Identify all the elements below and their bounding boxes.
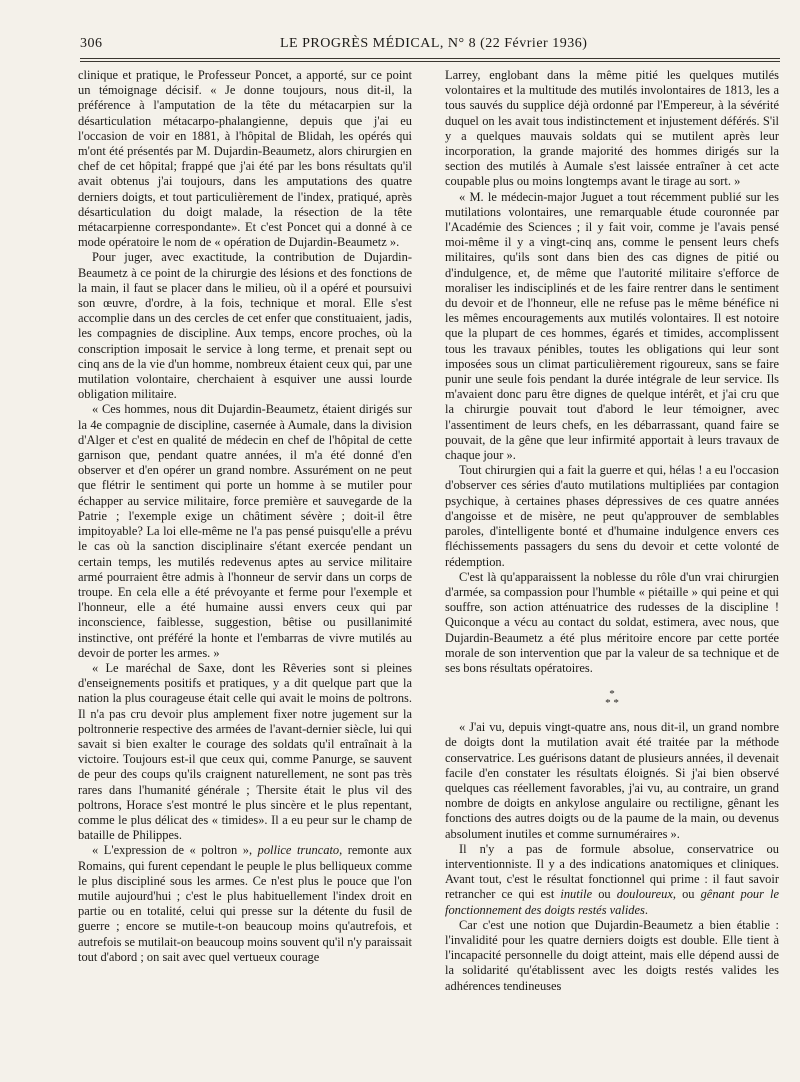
page-header	[80, 36, 780, 56]
paragraph: Larrey, englobant dans la même pitié les quelques mutilés volontaires et la multitude des mutilés involontaires de 1813, les a tous sauvés du supplice déjà ordonné par l'Empereur, à la sévérité duquel on les avait tous indistinctement et injustement déférés. S'il y a quelques mauvais soldats qui se mutilent après leur incorporation, la grande majorité des hommes dirigés sur la section des mutilés à Aumale s'est laissée entraîner à cet acte coupable plus ou moins longtemps avant le tirage au sort. »	[445, 68, 779, 189]
section-asterism	[445, 690, 779, 708]
paragraph: C'est là qu'apparaissent la noblesse du rôle d'un vrai chirurgien d'armée, sa compassion pour l'humble « piétaille » qui peine et qui souffre, son action atténuatrice des rudesses de la discipline ! Quiconque a vécu au contact du soldat, estimera, avec nous, que Dujardin-Beaumetz a été plus méritoire encore par cette portée morale de son intervention que par la valeur de sa technique et de ses bons résultats opératoires.	[445, 569, 779, 675]
text-run: ou	[592, 887, 617, 902]
text-run: , remonte aux Romains, qui furent cependant le peuple le plus belliqueux comme le plus discipliné sous les armes. Ce n'est plus le pouce que l'on mutile aujourd'hui ; c'est le plus habituellement l'index droit en partie ou en totalité, celui qui presse sur la détente du fusil de guerre ; encore se mutile-t-on beaucoup moins qu'autrefois, et autrefois se mutilait-on beaucoup moins souvent qu'il n'y paraissait tout d'abord ; on sait avec quel vertueux courage	[78, 843, 413, 964]
asterism-bottom: * *	[605, 697, 619, 710]
italic-phrase: gênant pour le fonctionnement des doigts restés valides	[445, 887, 780, 917]
header-rule-bottom	[80, 61, 780, 62]
paragraph	[445, 842, 779, 918]
paragraph: « Ces hommes, nous dit Dujardin-Beaumetz, étaient dirigés sur la 4e compagnie de discipline, casernée à Aumale, dans la division d'Alger et c'est en qualité de médecin en chef de l'hôpital de cette garnison que, pendant quatre années, il m'a été donné d'en observer et d'en opérer un grand nombre. Assurément on ne peut que flétrir le sentiment qui porte un homme à se mutiler pour échapper au service militaire, force première et sauvegarde de la Patrie ; l'exemple exige un châtiment sévère ; doit-il être impitoyable? La loi elle-même ne l'a pas pensé puisqu'elle a prévu le cas où la sanction disciplinaire s'étant exercée pendant un certain temps, les mutilés redevenus aptes au service militaire armé pourraient être admis à l'honneur de servir dans un corps de troupe. En cela elle a été prévoyante et ferme pour l'exemple et l'honneur, elle a été humaine aussi envers ceux qui par inconscience, faiblesse, suggestion, bêtise ou pusillanimité instinctive, ont préféré la honte et l'embarras de vivre mutilés au devoir de porter les armes. »	[78, 402, 412, 660]
text-run: Il n'y a pas de formule absolue, conservatrice ou interventionniste. Il y a des indications anatomiques et cliniques. Avant tout, c'est le résultat fonctionnel qui prime : il faut savoir retrancher ce qui est	[445, 841, 779, 902]
asterism-top: *	[609, 688, 615, 701]
paragraph: « Le maréchal de Saxe, dont les Rêveries sont si pleines d'enseignements positifs et pratiques, y a dit quelque part que la nation la plus courageuse était celle qui avait le moins de poltrons. Il n'a pas cru devoir plus amplement fixer notre jugement sur la poltronnerie respective des armées de l'avant-dernier siècle, lui qui savait si bien exalter le courage des soldats qu'il entraînait à la victoire. Toujours est-il que ceux qui, comme Panurge, se sauvent de peur des coups qu'ils craignent naturellement, ne sont pas très rares dans l'humanité générale ; Thersite était le plus vil des poltrons, Horace s'est montré le plus sincère et le plus repentant, comme le plus délicat des « timides». Il a eu peur sur le champ de bataille de Philippes.	[78, 660, 412, 843]
right-column	[445, 68, 779, 994]
paragraph: Pour juger, avec exactitude, la contribution de Dujardin-Beaumetz à ce point de la chirurgie des lésions et des fonctions de la main, il faut se placer dans le milieu, où il a opéré et poursuivi son œuvre, d'ordre, à la fois, technique et moral. Elle s'est accomplie dans un des cercles de cet enfer que constituaient, jadis, les compagnies de discipline. Aux temps, encore proches, où la conscription imposait le service à long terme, et prenait sept ou cinq ans de la vie d'un homme, nombreux étaient ceux qui, par une mutilation volontaire, cherchaient à esquiver une aussi lourde obligation militaire.	[78, 250, 412, 402]
running-title: LE PROGRÈS MÉDICAL, N° 8 (22 Février 1936)	[280, 36, 588, 51]
page-number: 306	[80, 36, 103, 51]
text-run: .	[644, 902, 648, 917]
paragraph: Tout chirurgien qui a fait la guerre et qui, hélas ! a eu l'occasion d'observer ces séries d'auto mutilations multipliées par contagion psychique, à certaines phases dépressives de ces quatre années d'angoisse et de misère, ne peut qu'approuver de semblables paroles, d'intelligente bonté et d'humaine indulgence envers ces fléchissements passagers du sens du devoir et cette volonté de rédemption.	[445, 463, 779, 569]
italic-phrase: pollice truncato	[257, 843, 340, 858]
italic-word: douloureux	[616, 887, 673, 902]
left-column	[78, 68, 412, 965]
text-run: « L'expression de « poltron »,	[92, 843, 258, 858]
header-rule-top	[80, 58, 780, 59]
italic-word: inutile	[560, 887, 593, 902]
text-run: , ou	[672, 887, 701, 902]
paragraph: Car c'est une notion que Dujardin-Beaumetz a bien établie : l'invalidité pour les quatre derniers doigts est double. Elle tient à l'incapacité personnelle du doigt atteint, mais elle dépend aussi de la solidarité qu'établissent avec les doigts restés valides les adhérences tendineuses	[445, 917, 779, 993]
paragraph	[78, 843, 412, 965]
paragraph: « M. le médecin-major Juguet a tout récemment publié sur les mutilations volontaires, une remarquable étude couronnée par l'Académie des Sciences ; il y fait voir, comme je l'avais pensé moi-même il y a vingt-cinq ans, comme le pensent leurs chefs militaires, qu'ils sont dans bien des cas dignes de pitié ou d'indulgence, et, de même que l'autorité militaire s'efforce de moraliser les indisciplinés et de les faire rentrer dans le sentiment du devoir et de l'honneur, elle ne refuse pas le même bénéfice ni les mêmes encouragements aux mutilés volontaires. Il est notoire que la plupart de ces hommes, égarés et timides, accomplissent tous les travaux pénibles, toutes les obligations qui leur sont imposées sous un climat particulièrement rigoureux, sans se faire punir une seule fois pendant la durée intégrale de leur service. Ils m'avaient donc paru être dignes de quelque intérêt, et j'ai cru que la chirurgie pouvait tout d'abord le leur témoigner, avec l'assentiment de leurs chefs, en les débarrassant, quand faire se pouvait, de la gêne que leur infirmité apportait à leurs travaux de chaque jour ».	[445, 189, 779, 463]
paragraph: « J'ai vu, depuis vingt-quatre ans, nous dit-il, un grand nombre de doigts dont la mutilation avait été traitée par la méthode conservatrice. Les guérisons datant de plusieurs années, il devenait facile d'en constater les résultats éloignés. Si j'ai bien observé quelques cas réellement favorables, j'ai vu, au contraire, un grand nombre de doigts en ankylose angulaire ou rectiligne, gênant les fonctions des autres doigts ou de la paume de la main, ou devenus absolument inutiles et comme surnuméraires ».	[445, 720, 779, 841]
paragraph: clinique et pratique, le Professeur Poncet, a apporté, sur ce point un témoignage décisif. « Je donne toujours, nous dit-il, la préférence à l'amputation de la tête du métacarpien sur la désarticulation métacarpo-phalangienne, depuis que j'ai eu l'occasion de voir en 1881, à l'hôpital de Blidah, les opérés qui m'ont été présentés par M. Dujardin-Beaumetz, alors chirurgien en chef de cet hôpital; frappé que j'ai été par les bons résultats qu'il avait obtenus j'ai toujours, dans les amputations des quatre derniers doigts, et tout particulièrement de l'index, pratiqué, après désarticulation du doigt malade, la résection de la tête métacarpienne correspondante». Et c'est Poncet qui a donné à ce mode opératoire le nom de « opération de Dujardin-Beaumetz ».	[78, 68, 412, 250]
